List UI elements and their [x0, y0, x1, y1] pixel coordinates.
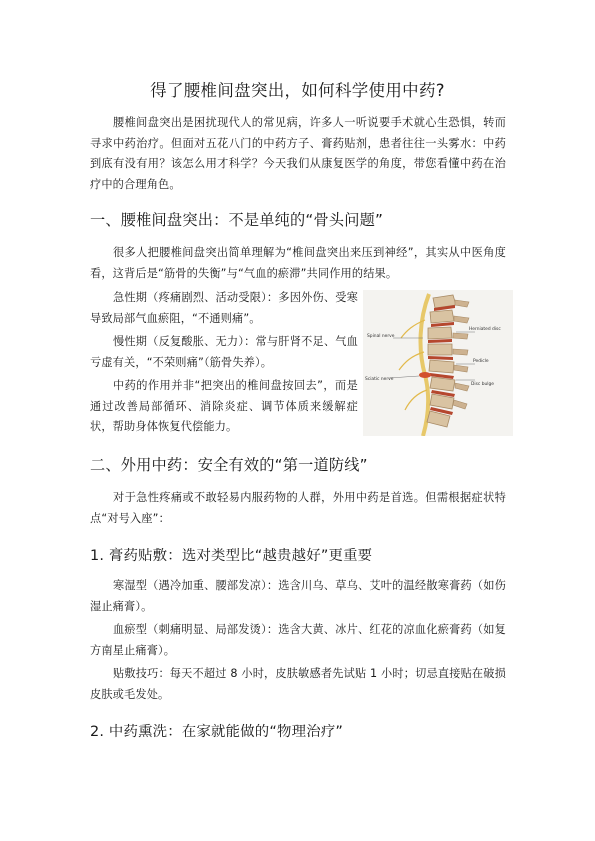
section2-paragraph: 对于急性疼痛或不敢轻易内服药物的人群，外用中药是首选。但需根据症状特点“对号入座”：	[90, 491, 506, 525]
section2-heading: 二、外用中药：安全有效的“第一道防线”	[90, 456, 368, 474]
page-title: 得了腰椎间盘突出，如何科学使用中药?	[150, 81, 445, 100]
acute-phase-paragraph: 急性期（疼痛剧烈、活动受限）：多因外伤、受寒导致局部气血瘀阻，“不通则痛”。	[90, 291, 358, 325]
intro-paragraph: 腰椎间盘突出是困扰现代人的常见病，许多人一听说要手术就心生恐惧，转而寻求中药治疗。但面对五花八门的中药方子、膏药贴剂，患者往往一头雾水：中药到底有没有用？该怎么用才科学？今天我们从康复医学的角度，带您看懂中药在治疗中的合理角色。	[90, 116, 506, 191]
section1-heading: 一、腰椎间盘突出：不是单纯的“骨头问题”	[90, 211, 384, 229]
figure-label-4: Pedicle	[473, 359, 489, 364]
subsection2-heading: 2. 中药熏洗：在家就能做的“物理治疗”	[90, 724, 344, 740]
blood-stasis-paragraph: 血瘀型（刺痛明显、局部发烫）：选含大黄、冰片、红花的凉血化瘀膏药（如复方南星止痛膏）。	[90, 623, 506, 657]
subsection1-heading: 1. 膏药贴敷：选对类型比“越贵越好”更重要	[90, 548, 373, 564]
section1-paragraph: 很多人把腰椎间盘突出简单理解为“椎间盘突出来压到神经”，其实从中医角度看，这背后是“筋骨的失衡”与“气血的瘀滞”共同作用的结果。	[90, 246, 506, 280]
figure-label-3: Sciatic nerve	[365, 377, 394, 382]
cold-damp-paragraph: 寒湿型（遇冷加重、腰部发凉）：选含川乌、草乌、艾叶的温经散寒膏药（如伤湿止痛膏）。	[90, 579, 506, 613]
herb-role-paragraph: 中药的作用并非“把突出的椎间盘按回去”，而是通过改善局部循环、消除炎症、调节体质来缓解症状，帮助身体恢复代偿能力。	[90, 379, 358, 433]
figure-label-5: Disc bulge	[471, 382, 494, 387]
figure-label-2: Herniated disc	[469, 327, 501, 332]
spine-illustration	[363, 290, 513, 436]
application-tips-paragraph: 贴敷技巧：每天不超过 8 小时，皮肤敏感者先试贴 1 小时；切忌直接贴在破损皮肤或毛发处。	[90, 667, 506, 701]
figure-label-1: Spinal nerve	[367, 334, 395, 339]
chronic-phase-paragraph: 慢性期（反复酸胀、无力）：常与肝肾不足、气血亏虚有关，“不荣则痛”（筋骨失养）。	[90, 335, 358, 369]
spine-diagram	[363, 290, 513, 436]
